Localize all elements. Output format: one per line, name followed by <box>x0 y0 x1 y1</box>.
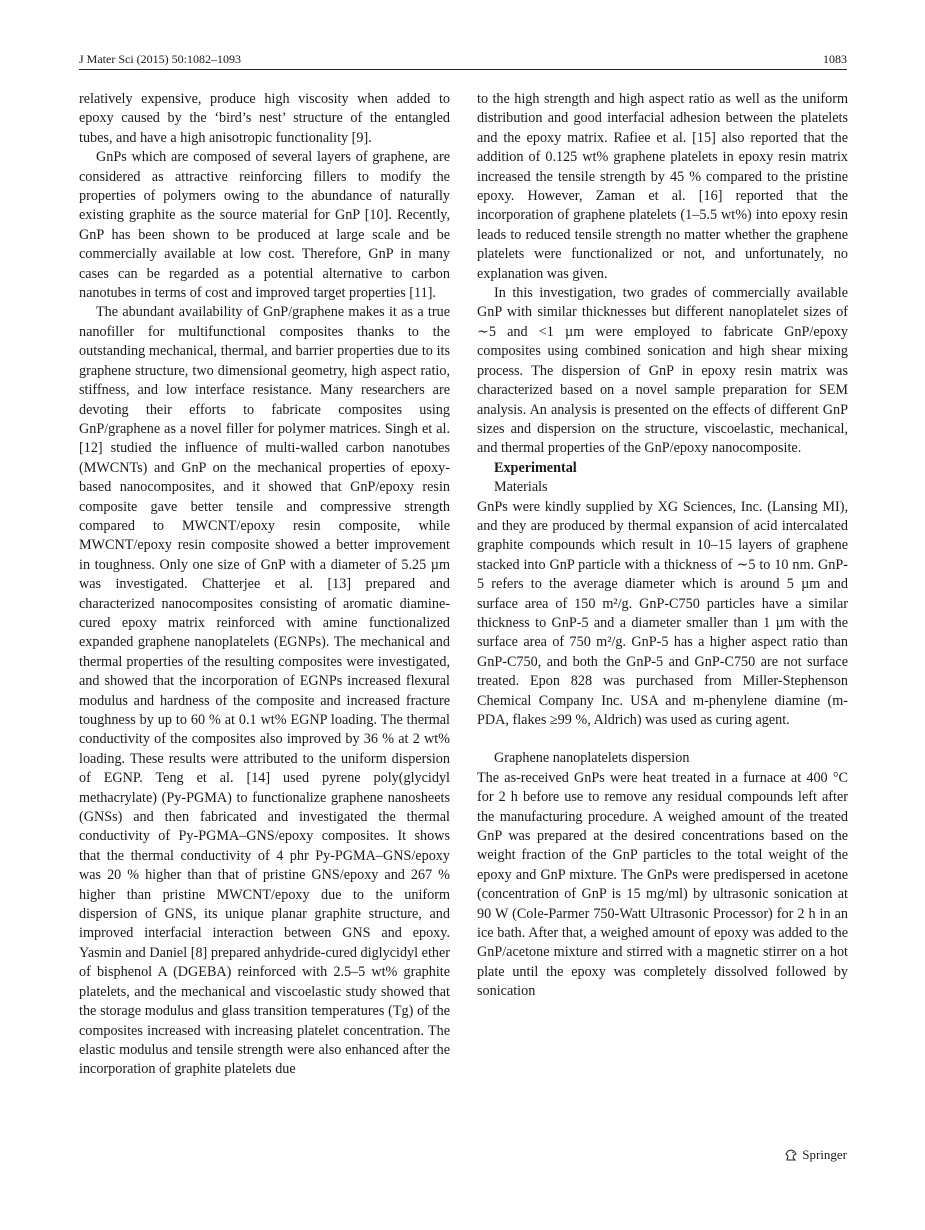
running-header <box>79 51 847 69</box>
paragraph: GnPs were kindly supplied by XG Sciences, Inc. (Lansing MI), and they are produced by thermal expansion of acid intercalated graphite compounds which result in 10–15 layers of graphene stacked into GnP particle with a thickness of ∼5 to 10 nm. GnP-5 refers to the average diameter which is around 5 µm and surface area of 150 m²/g. GnP-C750 particles have a similar thickness to GnP-5 and a diameter smaller than 1 µm with the surface area of 750 m²/g. GnP-5 has a higher aspect ratio than GnP-C750, and both the GnP-5 and GnP-C750 are not surface treated. Epon 828 was purchased from Miller-Stephenson Chemical Company Inc. USA and m-phenylene diamine (m-PDA, flakes ≥99 %, Aldrich) was used as curing agent. <box>477 498 848 728</box>
subsection-title: Materials <box>494 479 548 496</box>
paragraph: The abundant availability of GnP/graphene makes it as a true nanofiller for multifunctional composites thanks to the outstanding mechanical, thermal, and barrier properties due to its graphene structure, two dimensional geometry, high aspect ratio, stiffness, and low interface resistance. Many researchers are devoting their efforts to fabricate composites using GnP/graphene as a novel filler for polymer matrices. Singh et al. [12] studied the influence of multi-walled carbon nanotubes (MWCNTs) and GnP on the mechanical properties of epoxy-based nanocomposites, and it showed that GnP/epoxy resin composite gave better tensile and compressive strength compared to MWCNT/epoxy resin composite, while MWCNT/epoxy resin composite showed a better improvement in toughness. Only one size of GnP with a diameter of 5.25 µm was investigated. Chatterjee et al. [13] prepared and characterized nanocomposites consisting of aromatic diamine-cured epoxy matrix reinforced with amine functionalized expanded graphene nanoplatelets (EGNPs). The mechanical and thermal properties of the resulting composites were investigated, and showed that the incorporation of EGNPs increased flexural modulus and hardness of the composite and increased fracture toughness by up to 60 % at 0.1 wt% EGNP loading. The thermal conductivity of the composites also improved by 36 % at 2 wt% loading. These results were attributed to the uniform dispersion of EGNP. Teng et al. [14] used pyrene poly(glycidyl methacrylate) (Py-PGMA) to functionalize graphene nanosheets (GNSs) and then fabricated and investigated the thermal conductivity of Py-PGMA–GNS/epoxy composites. It shows that the thermal conductivity of 4 phr Py-PGMA–GNS/epoxy was 20 % higher than that of pristine GNS/epoxy and 267 % higher than pristine MWCNT/epoxy due to the uniform dispersion of GNS, its unique planar graphite structure, and improved interfacial interaction between GNS and epoxy. Yasmin and Daniel [8] prepared anhydride-cured diglycidyl ether of bisphenol A (DGEBA) reinforced with 2.5–5 wt% graphite platelets, and the mechanical and viscoelastic study showed that the storage modulus and glass transition temperatures (Tg) of the composites increased with increasing platelet concentration. The elastic modulus and tensile strength were also enhanced after the incorporation of graphite platelets due <box>79 304 450 1078</box>
paragraph: relatively expensive, produce high viscosity when added to epoxy caused by the ‘bird’s nest’ structure of the entangled tubes, and have a high anisotropic functionality [9]. <box>79 91 450 146</box>
section-title: Experimental <box>494 459 577 476</box>
publisher-footer <box>784 1146 847 1164</box>
right-column <box>477 90 848 1002</box>
subsection-title: Graphene nanoplatelets dispersion <box>494 750 690 767</box>
paragraph: to the high strength and high aspect ratio as well as the uniform distribution and good interfacial adhesion between the platelets and the epoxy matrix. Rafiee et al. [15] also reported that the addition of 0.125 wt% graphene platelets in epoxy resin matrix increased the tensile strength by 45 % compared to the pristine epoxy. However, Zaman et al. [16] reported that the incorporation of graphene platelets (1–5.5 wt%) into epoxy resin leads to reduced tensile strength no matter whether the graphene platelets were functionalized or not, and unfortunately, no explanation was given. <box>477 91 848 282</box>
paragraph: The as-received GnPs were heat treated in a furnace at 400 °C for 2 h before use to remove any residual compounds left after the manufacturing procedure. A weighed amount of the treated GnP was prepared at the desired concentrations based on the weight fraction of the GnP particles to the total weight of the epoxy and GnP mixture. The GnPs were predispersed in acetone (concentration of GnP is 15 mg/ml) by ultrasonic sonication at 90 W (Cole-Parmer 750-Watt Ultrasonic Processor) for 2 h in an ice bath. After that, a weighed amount of epoxy was added to the GnP/acetone mixture and stirred with a magnetic stirrer on a hot plate until the epoxy was completely dissolved followed by sonication <box>477 769 848 1000</box>
paragraph: GnPs which are composed of several layers of graphene, are considered as attractive reinforcing fillers to modify the properties of polymers owing to the abundance of naturally existing graphite as the source material for GnP [10]. Recently, GnP has been shown to be produced at large scale and be commercially available at low cost. Therefore, GnP in many cases can be regarded as a potential alternative to carbon nanotubes in terms of cost and improved target properties [11]. <box>79 149 450 302</box>
header-rule <box>79 69 847 70</box>
paragraph: In this investigation, two grades of commercially available GnP with similar thicknesses but different nanoplatelet sizes of ∼5 and <1 µm were employed to fabricate GnP/epoxy composites using combined sonication and high shear mixing process. The dispersion of GnP in epoxy resin matrix was characterized based on a novel sample preparation for SEM analysis. An analysis is presented on the effects of different GnP sizes and dispersion on the structure, viscoelastic, mechanical, and thermal properties of the GnP/epoxy nanocomposite. <box>477 285 848 457</box>
page-number: 1083 <box>823 52 847 66</box>
springer-horse-icon <box>784 1148 798 1162</box>
left-column <box>79 90 450 1080</box>
publisher-name: Springer <box>802 1147 847 1162</box>
journal-citation: J Mater Sci (2015) 50:1082–1093 <box>79 52 241 66</box>
